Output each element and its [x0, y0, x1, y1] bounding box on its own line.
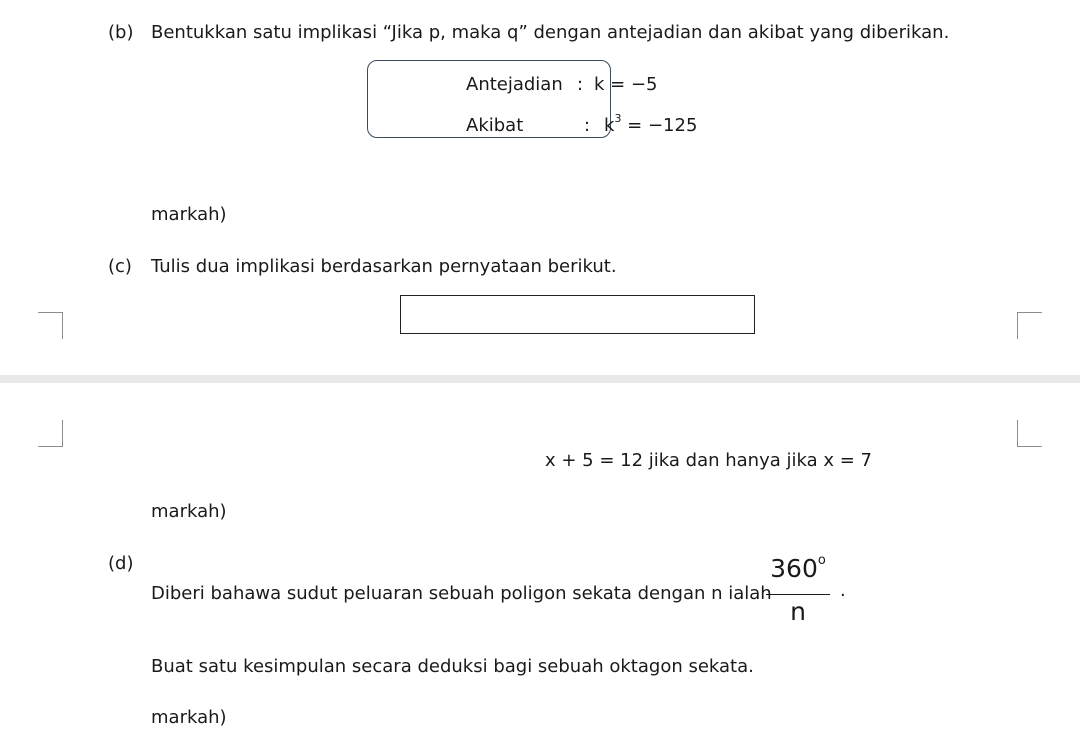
antecedent-label: Antejadian — [466, 74, 563, 95]
section-b-label: (b) — [108, 22, 134, 43]
exterior-angle-fraction — [764, 552, 832, 627]
section-d-task: Buat satu kesimpulan secara deduksi bagi sebuah oktagon sekata. — [151, 656, 754, 677]
markah-c: markah) — [151, 501, 227, 522]
section-d-given: Diberi bahawa sudut peluaran sebuah poligon sekata dengan n ialah — [151, 583, 772, 604]
consequent-value — [604, 112, 698, 136]
biconditional-statement: x + 5 = 12 jika dan hanya jika x = 7 — [545, 450, 872, 471]
crop-mark-top-left — [38, 312, 63, 339]
consequent-label: Akibat — [466, 115, 524, 136]
section-c-instruction: Tulis dua implikasi berdasarkan pernyataan berikut. — [151, 256, 617, 277]
antecedent-colon: : — [577, 74, 584, 95]
crop-mark-bottom-right — [1017, 420, 1042, 447]
markah-b: markah) — [151, 204, 227, 225]
answer-box[interactable] — [400, 295, 755, 334]
section-c-label: (c) — [108, 256, 132, 277]
consequent-exponent: 3 — [614, 112, 622, 125]
antecedent-value: k = −5 — [594, 74, 658, 95]
consequent-rest: = −125 — [621, 115, 698, 136]
degree-symbol: o — [817, 553, 826, 568]
consequent-base: k — [604, 115, 615, 136]
section-b-instruction: Bentukkan satu implikasi “Jika p, maka q” dengan antejadian dan akibat yang diberikan. — [151, 22, 950, 43]
crop-mark-top-right — [1017, 312, 1042, 339]
page-break — [0, 375, 1080, 383]
section-d-label: (d) — [108, 553, 134, 574]
fraction-numerator — [764, 552, 832, 591]
numerator-value: 360 — [770, 554, 818, 583]
fraction-denominator: n — [790, 597, 806, 626]
consequent-colon: : — [584, 115, 591, 136]
crop-mark-bottom-left — [38, 420, 63, 447]
markah-d: markah) — [151, 707, 227, 728]
fraction-bar — [766, 594, 830, 595]
section-d-period: . — [840, 580, 846, 601]
